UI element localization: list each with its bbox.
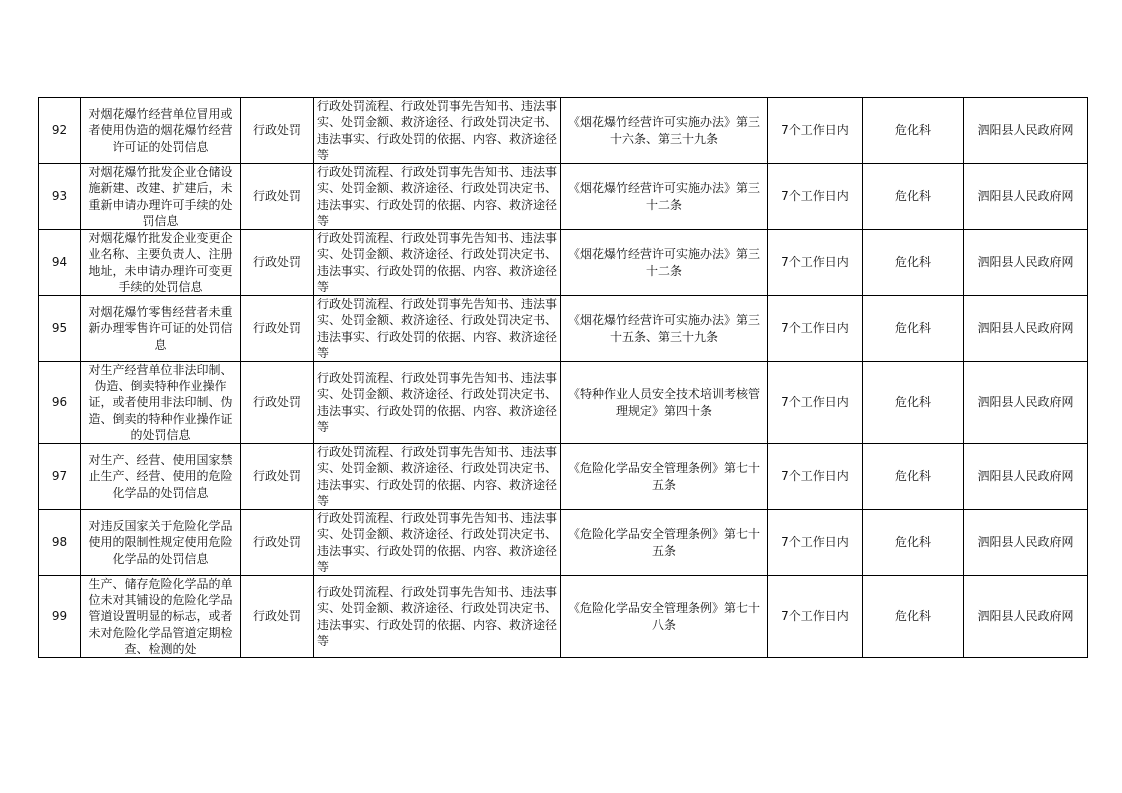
item-title: 对烟花爆竹零售经营者未重新办理零售许可证的处罚信息	[81, 296, 241, 362]
disclosure-content: 行政处罚流程、行政处罚事先告知书、违法事实、处罚金额、救济途径、行政处罚决定书、违法事实、行政处罚的依据、内容、救济途径等	[314, 98, 561, 164]
disclosure-content: 行政处罚流程、行政处罚事先告知书、违法事实、处罚金额、救济途径、行政处罚决定书、违法事实、行政处罚的依据、内容、救济途径等	[314, 296, 561, 362]
disclosure-channel: 泗阳县人民政府网	[964, 444, 1088, 510]
disclosure-deadline: 7个工作日内	[768, 510, 863, 576]
row-number: 96	[39, 362, 81, 444]
responsible-department: 危化科	[863, 164, 964, 230]
legal-basis: 《危险化学品安全管理条例》第七十五条	[561, 444, 768, 510]
disclosure-deadline: 7个工作日内	[768, 98, 863, 164]
item-title: 对烟花爆竹批发企业仓储设施新建、改建、扩建后，未重新申请办理许可手续的处罚信息	[81, 164, 241, 230]
item-type: 行政处罚	[241, 296, 314, 362]
table-row	[39, 230, 1088, 296]
table-row	[39, 98, 1088, 164]
item-title: 对生产经营单位非法印制、伪造、倒卖特种作业操作证，或者使用非法印制、伪造、倒卖的特种作业操作证的处罚信息	[81, 362, 241, 444]
responsible-department: 危化科	[863, 362, 964, 444]
item-title: 对烟花爆竹经营单位冒用或者使用伪造的烟花爆竹经营许可证的处罚信息	[81, 98, 241, 164]
disclosure-channel: 泗阳县人民政府网	[964, 98, 1088, 164]
responsible-department: 危化科	[863, 444, 964, 510]
disclosure-channel: 泗阳县人民政府网	[964, 296, 1088, 362]
item-title: 对生产、经营、使用国家禁止生产、经营、使用的危险化学品的处罚信息	[81, 444, 241, 510]
legal-basis: 《烟花爆竹经营许可实施办法》第三十二条	[561, 230, 768, 296]
penalty-info-table	[38, 97, 1088, 658]
disclosure-deadline: 7个工作日内	[768, 230, 863, 296]
legal-basis: 《烟花爆竹经营许可实施办法》第三十二条	[561, 164, 768, 230]
table-row	[39, 444, 1088, 510]
item-type: 行政处罚	[241, 164, 314, 230]
legal-basis: 《危险化学品安全管理条例》第七十五条	[561, 510, 768, 576]
row-number: 94	[39, 230, 81, 296]
row-number: 92	[39, 98, 81, 164]
item-type: 行政处罚	[241, 576, 314, 658]
row-number: 95	[39, 296, 81, 362]
disclosure-content: 行政处罚流程、行政处罚事先告知书、违法事实、处罚金额、救济途径、行政处罚决定书、违法事实、行政处罚的依据、内容、救济途径等	[314, 444, 561, 510]
disclosure-content: 行政处罚流程、行政处罚事先告知书、违法事实、处罚金额、救济途径、行政处罚决定书、违法事实、行政处罚的依据、内容、救济途径等	[314, 510, 561, 576]
table-row	[39, 296, 1088, 362]
responsible-department: 危化科	[863, 576, 964, 658]
item-type: 行政处罚	[241, 230, 314, 296]
disclosure-deadline: 7个工作日内	[768, 296, 863, 362]
row-number: 99	[39, 576, 81, 658]
disclosure-content: 行政处罚流程、行政处罚事先告知书、违法事实、处罚金额、救济途径、行政处罚决定书、违法事实、行政处罚的依据、内容、救济途径等	[314, 164, 561, 230]
legal-basis: 《烟花爆竹经营许可实施办法》第三十六条、第三十九条	[561, 98, 768, 164]
item-type: 行政处罚	[241, 362, 314, 444]
disclosure-deadline: 7个工作日内	[768, 444, 863, 510]
responsible-department: 危化科	[863, 510, 964, 576]
table-row	[39, 510, 1088, 576]
disclosure-channel: 泗阳县人民政府网	[964, 164, 1088, 230]
disclosure-content: 行政处罚流程、行政处罚事先告知书、违法事实、处罚金额、救济途径、行政处罚决定书、违法事实、行政处罚的依据、内容、救济途径等	[314, 230, 561, 296]
row-number: 97	[39, 444, 81, 510]
disclosure-content: 行政处罚流程、行政处罚事先告知书、违法事实、处罚金额、救济途径、行政处罚决定书、违法事实、行政处罚的依据、内容、救济途径等	[314, 362, 561, 444]
responsible-department: 危化科	[863, 98, 964, 164]
legal-basis: 《烟花爆竹经营许可实施办法》第三十五条、第三十九条	[561, 296, 768, 362]
item-title: 对违反国家关于危险化学品使用的限制性规定使用危险化学品的处罚信息	[81, 510, 241, 576]
disclosure-channel: 泗阳县人民政府网	[964, 362, 1088, 444]
responsible-department: 危化科	[863, 230, 964, 296]
table-row	[39, 362, 1088, 444]
row-number: 98	[39, 510, 81, 576]
legal-basis: 《危险化学品安全管理条例》第七十八条	[561, 576, 768, 658]
item-title: 对烟花爆竹批发企业变更企业名称、主要负责人、注册地址，未申请办理许可变更手续的处罚信息	[81, 230, 241, 296]
legal-basis: 《特种作业人员安全技术培训考核管理规定》第四十条	[561, 362, 768, 444]
disclosure-channel: 泗阳县人民政府网	[964, 510, 1088, 576]
disclosure-deadline: 7个工作日内	[768, 576, 863, 658]
table-row	[39, 576, 1088, 658]
disclosure-channel: 泗阳县人民政府网	[964, 576, 1088, 658]
disclosure-deadline: 7个工作日内	[768, 362, 863, 444]
item-type: 行政处罚	[241, 98, 314, 164]
item-title: 生产、储存危险化学品的单位未对其铺设的危险化学品管道设置明显的标志，或者未对危险化学品管道定期检查、检测的处	[81, 576, 241, 658]
table-row	[39, 164, 1088, 230]
item-type: 行政处罚	[241, 510, 314, 576]
table-body	[39, 98, 1088, 658]
disclosure-deadline: 7个工作日内	[768, 164, 863, 230]
disclosure-content: 行政处罚流程、行政处罚事先告知书、违法事实、处罚金额、救济途径、行政处罚决定书、违法事实、行政处罚的依据、内容、救济途径等	[314, 576, 561, 658]
responsible-department: 危化科	[863, 296, 964, 362]
disclosure-channel: 泗阳县人民政府网	[964, 230, 1088, 296]
row-number: 93	[39, 164, 81, 230]
item-type: 行政处罚	[241, 444, 314, 510]
